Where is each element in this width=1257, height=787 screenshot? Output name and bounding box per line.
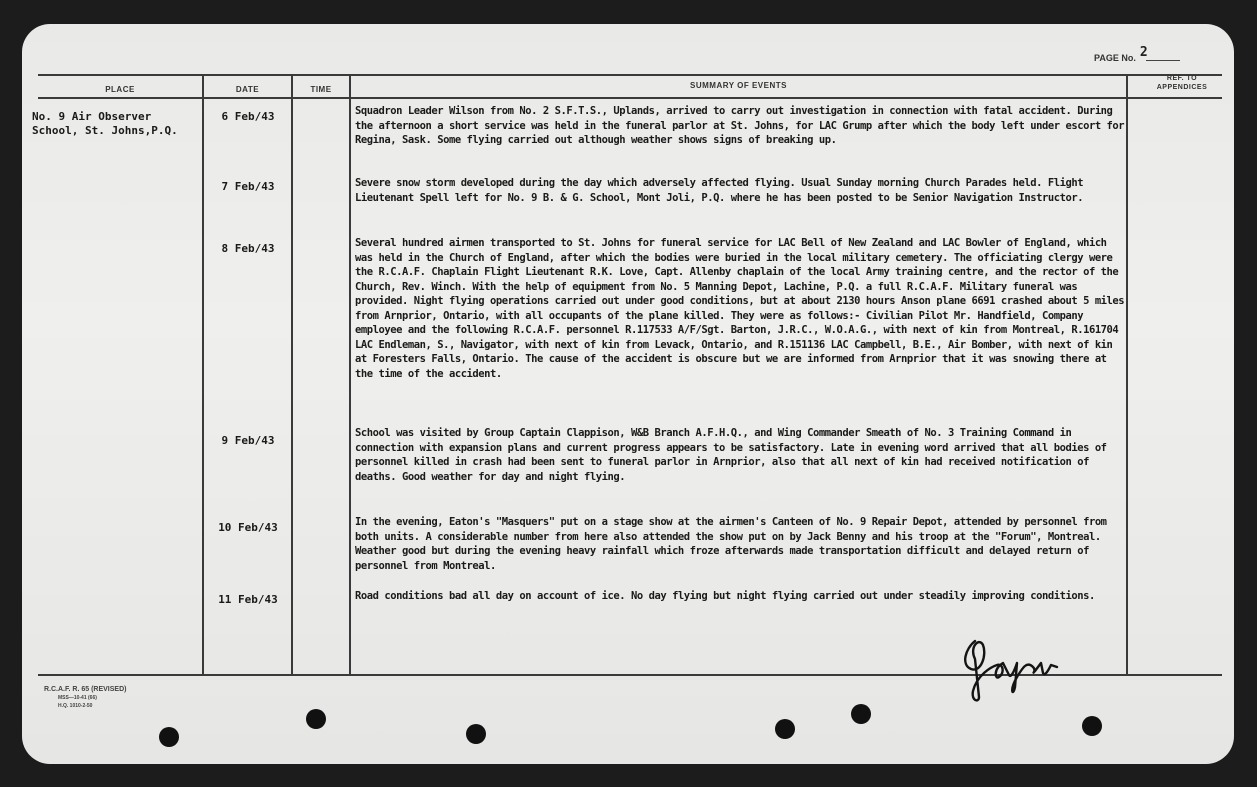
form-code: R.C.A.F. R. 65 (REVISED) — [44, 686, 127, 693]
header-date: DATE — [235, 85, 260, 94]
signature-mark — [957, 629, 1087, 704]
header-bottom-rule — [38, 97, 1222, 99]
punch-hole-5 — [851, 704, 871, 724]
entry-text-6: Road conditions bad all day on account of ice. No day flying but night flying carried out under steadily improving conditions. — [355, 590, 1095, 602]
punch-hole-2 — [306, 709, 326, 729]
entry-date-2: 7 Feb/43 — [221, 180, 275, 193]
entry-date-4: 9 Feb/43 — [221, 434, 275, 447]
form-identifier — [44, 686, 126, 710]
place-text: No. 9 Air Observer School, St. Johns,P.Q. — [32, 110, 178, 137]
entry-date-3: 8 Feb/43 — [221, 242, 275, 255]
entry-date-6: 11 Feb/43 — [218, 593, 278, 606]
entry-text-1: Squadron Leader Wilson from No. 2 S.F.T.S., Uplands, arrived to carry out investigation in connection with fatal accident. During the afternoon a short service was held in the funeral parlor at St. Johns, for LAC Grump after which the body left under escort for Regina, Sask. Some flying carried out although weather shows signs of breaking up. — [355, 105, 1125, 146]
entry-date-5: 10 Feb/43 — [218, 521, 278, 534]
entry-text-4: School was visited by Group Captain Clappison, W&B Branch A.F.H.Q., and Wing Commander Smeath of No. 3 Training Command in connection with expansion plans and current progress appears to be satisfactory. Late in evening word arrived that all bodies of personnel killed in crash had been sent to funeral parlor in Arnprior, also that all next of kin had received notification of deaths. Good weather for day and night flying. — [355, 427, 1107, 483]
header-time: TIME — [310, 85, 332, 94]
column-divider-date-time — [291, 74, 293, 676]
header-top-rule — [38, 74, 1222, 76]
punch-hole-4 — [775, 719, 795, 739]
document-sheet — [22, 24, 1234, 764]
punch-hole-6 — [1082, 716, 1102, 736]
header-summary: SUMMARY OF EVENTS — [690, 81, 787, 90]
entry-text-3: Several hundred airmen transported to St. Johns for funeral service for LAC Bell of New Zealand and LAC Bowler of England, which was held in the Church of England, after which the bodies were buried in the local military cemetery. The officiating clergy were the R.C.A.F. Chaplain Flight Lieutenant R.K. Love, Capt. Allenby chaplain of the local Army training centre, and the rector of the Church, Rev. Winch. With the help of equipment from No. 5 Manning Depot, Lachine, P.Q. a full R.C.A.F. Military funeral was provided. Night flying operations carried out under good conditions, but at about 2130 hours Anson plane 6691 crashed about 5 miles from Arnprior, Ontario, with all occupants of the plane killed. They were as follows:- Civilian Pilot Mr. Handfield, Company employee and the following R.C.A.F. personnel R.117533 A/F/Sgt. Barton, J.R.C., W.O.A.G., with next of kin from Montreal, R.161704 LAC Endleman, S., Navigator, with next of kin from Levack, Ontario, and R.151136 LAC Campbell, B.E., Air Bomber, with next of kin at Foresters Falls, Ontario. The cause of the accident is obscure but we are informed from Arnprior that it was snowing there at the time of the accident. — [355, 237, 1125, 380]
page-number-label — [1094, 45, 1148, 65]
page-number-underline — [1146, 60, 1180, 61]
page-number: 2 — [1139, 45, 1148, 60]
form-line-2: MSS—10-41 (66) — [58, 695, 97, 701]
column-divider-summary-ref — [1126, 74, 1128, 676]
column-divider-time-summary — [349, 74, 351, 676]
entry-text-2: Severe snow storm developed during the day which adversely affected flying. Usual Sunday morning Church Parades held. Flight Lieutenant Spell left for No. 9 B. & G. School, Mont Joli, P.Q. where he has been posted to be Senior Navigation Instructor. — [355, 177, 1084, 204]
entry-text-5: In the evening, Eaton's "Masquers" put on a stage show at the airmen's Canteen of No. 9 Repair Depot, attended by personnel from both units. A considerable number from here also attended the show put on by Jack Benny and his troop at the "Forum", Montreal. Weather good but during the evening heavy rainfall which froze afterwards made transportation difficult and delayed return of personnel from Montreal. — [355, 516, 1107, 572]
punch-hole-1 — [159, 727, 179, 747]
header-ref-appendices: REF. TO APPENDICES — [1156, 75, 1208, 91]
header-place: PLACE — [105, 85, 135, 94]
entry-date-1: 6 Feb/43 — [221, 110, 275, 123]
punch-hole-3 — [466, 724, 486, 744]
page-label: PAGE No. — [1094, 53, 1136, 63]
column-divider-place-date — [202, 74, 204, 676]
form-line-3: H.Q. 1010-2-50 — [58, 703, 93, 709]
